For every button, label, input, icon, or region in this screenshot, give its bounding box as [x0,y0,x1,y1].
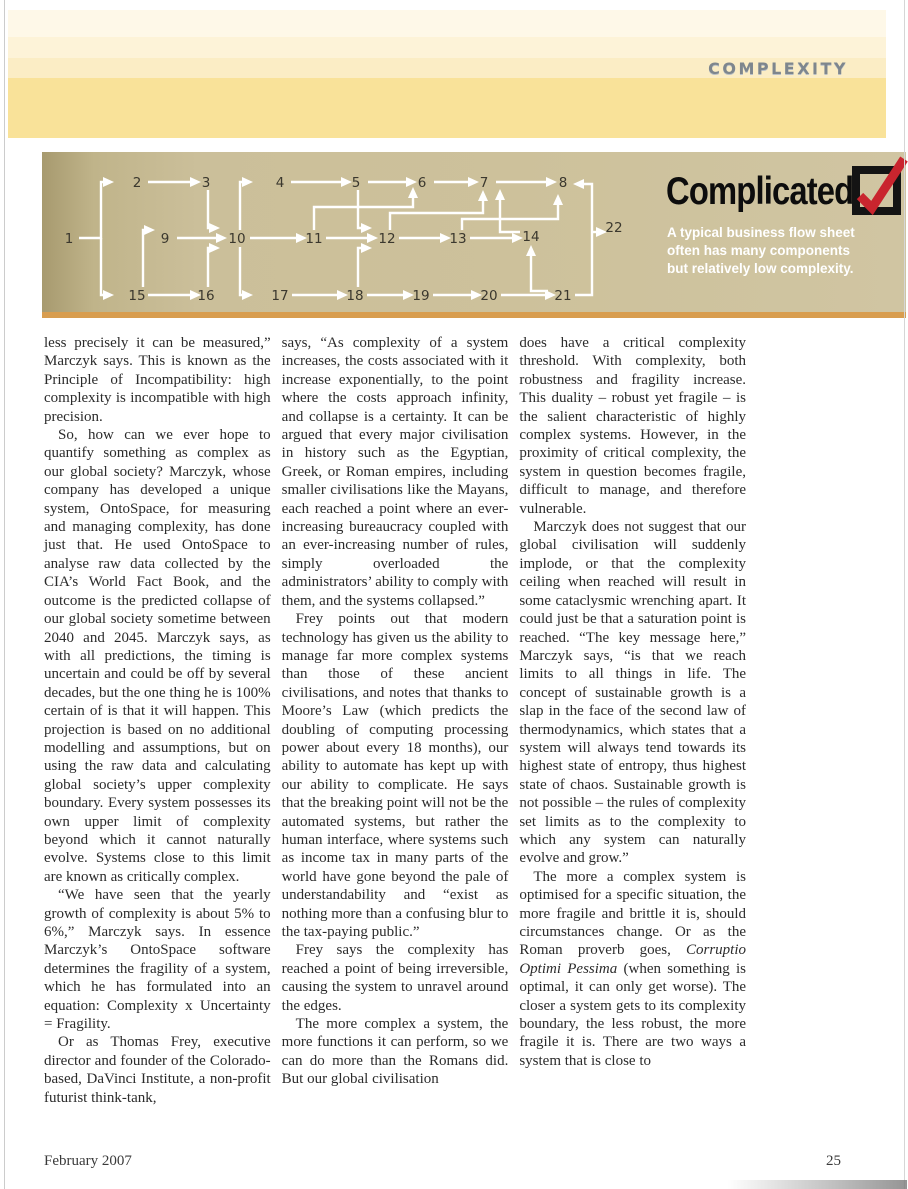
paragraph-text: The more a complex system is optimised for a specific situation, the more fragile and brittle it is, should circumstances change. Or as the Roman proverb goes, [519,868,747,959]
body-column-3 [519,334,746,1107]
diagram-node: 5 [351,175,361,191]
diagram-node: 1 [64,231,74,247]
diagram-node: 14 [522,229,540,245]
body-column-1 [44,334,271,1107]
body-paragraph: The more complex a system, the more functions it can perform, so we can do more than the Romans did. But our global civilisation [281,1016,509,1088]
article-body [44,334,746,1107]
bottom-edge-shadow [727,1180,907,1189]
diagram-node: 17 [271,288,289,304]
header-band-1 [8,10,886,37]
diagram-node: 6 [417,175,427,191]
checkmark-icon [848,150,908,222]
diagram-node: 19 [412,288,430,304]
feature-headline: Complicated [666,170,854,213]
latin-proverb: Corruptio Optimi Pessima [519,942,747,977]
flow-arrows [79,182,598,295]
body-paragraph: Frey says the complexity has reached a point of being irreversible, causing the system to unravel around the edges. [281,942,509,1014]
body-paragraph: “We have seen that the yearly growth of complexity is about 5% to 6%,” Marczyk says. In essence Marczyk’s OntoSpace software determines the fragility of a system, which he has formulated into an equation: Complexity x Uncertainty = Fragility. [44,887,271,1033]
header-band-2 [8,37,886,58]
diagram-node: 3 [201,175,211,191]
accent-bar [42,312,906,318]
diagram-node: 15 [128,288,146,304]
diagram-node: 11 [305,231,323,247]
feature-caption: A typical business flow sheet often has many components but relatively low complexity. [667,225,855,277]
page-edge-line-right [904,0,905,1189]
diagram-node: 12 [378,231,396,247]
diagram-node: 9 [160,231,170,247]
diagram-node: 16 [197,288,215,304]
body-paragraph: Marczyk does not suggest that our global civilisation will suddenly implode, or that the complexity ceiling when reached will result in some cataclysmic wrenching apart. It could just be that a saturation point is reached. “The key message here,” Marczyk says, “is that we reach limits to all things in life. The concept of sustainable growth is a slap in the face of the second law of thermodynamics, which states that a system will always tend towards its highest state of entropy, thus highest state of chaos. Sustainable growth is not possible – the rules of complexity set limits as to the complexity to which any system can naturally evolve and grow.” [519,519,747,867]
footer-date: February 2007 [44,1153,132,1169]
body-paragraph: says, “As complexity of a system increases, the costs associated with it increase exponentially, to the point where the costs approach infinity, and collapse is a certainty. It can be argued that every major civilisation in history such as the Egyptian, Greek, or Roman empires, including smaller civilisations like the Mayans, each reached a point where an ever-increasing bureaucracy coupled with an ever-increasing number of rules, simply overloaded the administrators’ ability to comply with them, and the systems collapsed.” [281,335,509,609]
body-column-2 [282,334,509,1107]
body-paragraph: less precisely it can be measured,” Marczyk says. This is known as the Principle of Incompatibility: high complexity is incompatible with high precision. [44,335,271,425]
diagram-node: 21 [554,288,572,304]
page-edge-line-left [4,0,5,1189]
diagram-node: 4 [275,175,285,191]
diagram-node: 20 [480,288,498,304]
header-band-4 [8,78,886,138]
footer-page-number: 25 [826,1153,841,1169]
flow-nodes [65,175,623,304]
diagram-node: 7 [479,175,489,191]
paragraph-text: (when something is optimal, it can only get worse). The closer a system gets to its complexity boundary, the less robust, the more fragile it is. There are two ways a system that is close to [519,960,747,1069]
diagram-node: 2 [132,175,142,191]
diagram-node: 13 [449,231,467,247]
diagram-node: 22 [605,220,623,236]
section-label: COMPLEXITY [708,59,848,78]
body-paragraph: So, how can we ever hope to quantify something as complex as our global society? Marczyk, whose company has developed a unique system, OntoSpace, for measuring and managing complexity, has done just that. He used OntoSpace to analyse raw data collected by the CIA’s World Fact Book, and the outcome is the predicted collapse of our global society sometime between 2040 and 2045. Marczyk says, as with all predictions, the timing is uncertain and could be off by several decades, but the one thing he is 100% certain of is that it will happen. This projection is based on no additional modelling and assumptions, but on using the raw data and calculating global society’s upper complexity boundary. Every system possesses its own upper limit of complexity beyond which it cannot naturally evolve. Systems close to this limit are known as critically complex. [44,427,271,885]
body-paragraph: does have a critical complexity threshold. With complexity, both robustness and fragility increase. This duality – robust yet fragile – is the salient characteristic of highly complex systems. However, in the proximity of critical complexity, the system in question becomes fragile, difficult to manage, and therefore vulnerable. [519,335,747,517]
diagram-node: 18 [346,288,364,304]
body-paragraph: Frey points out that modern technology has given us the ability to manage far more complex systems than those of these ancient civilisations, and notes that thanks to Moore’s Law (which predicts the doubling of computing processing power about every 18 months), our ability to automate has kept up with our ability to complicate. He says that the breaking point will not be the automated systems, but rather the human interface, where systems such as income tax in many parts of the world have gone beyond the pale of understandability and “exist as nothing more than a confusing blur to the tax-paying public.” [281,611,509,940]
body-paragraph: Or as Thomas Frey, executive director and founder of the Colorado-based, DaVinci Institute, a non-profit futurist think-tank, [44,1034,271,1106]
diagram-node: 8 [558,175,568,191]
body-paragraph [519,868,746,1070]
diagram-node: 10 [228,231,246,247]
